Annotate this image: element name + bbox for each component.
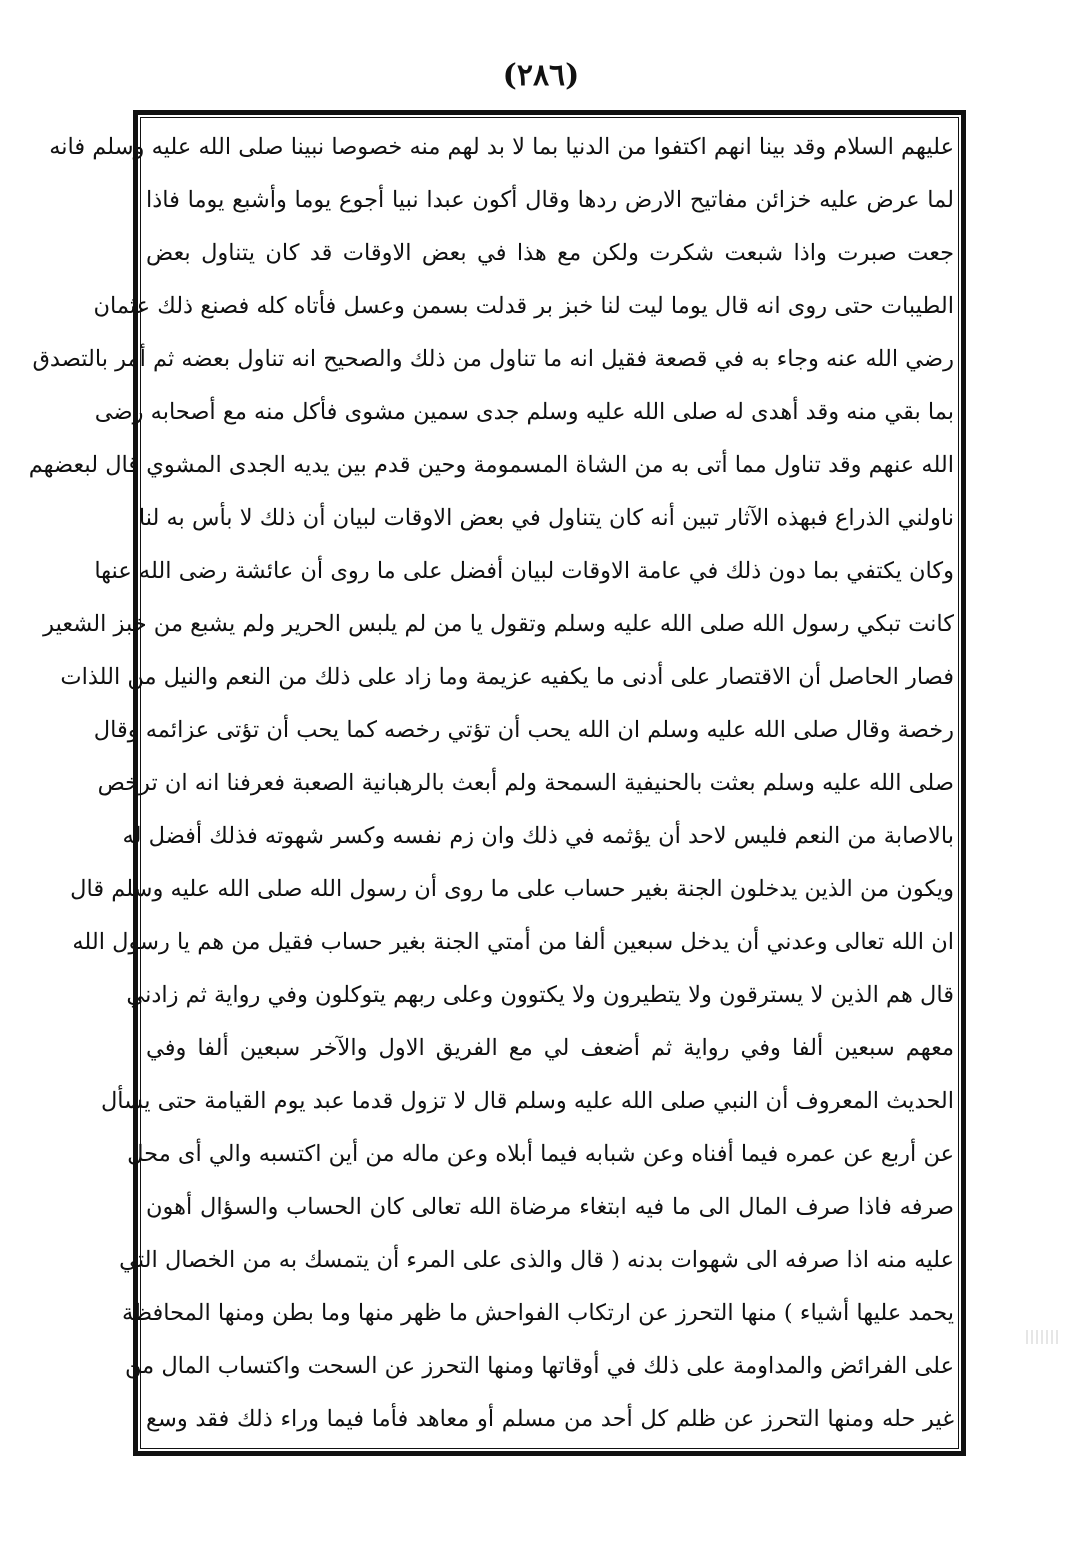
text-line: الطيبات حتى روى انه قال يوما ليت لنا خبز بر قدلت بسمن وعسل فأتاه كله فصنع ذلك عثمان xyxy=(93,293,954,319)
page-number: (٢٨٦) xyxy=(502,58,580,93)
text-line: ناولني الذراع فبهذه الآثار تبين أنه كان يتناول في بعض الاوقات لبيان أن ذلك لا بأس به لنا xyxy=(138,505,954,531)
text-line: ان الله تعالى وعدني أن يدخل سبعين ألفا من أمتي الجنة بغير حساب فقيل من هم يا رسول الله xyxy=(72,929,954,955)
text-line: رخصة وقال صلى الله عليه وسلم ان الله يحب أن تؤتي رخصه كما يحب أن تؤتى عزائمه وقال xyxy=(93,717,954,743)
body-text xyxy=(28,118,954,1448)
text-line: معهم سبعين ألفا وفي رواية ثم أضعف لي مع الفريق الاول والآخر سبعين ألفا وفي xyxy=(146,1035,954,1061)
text-line: الحديث المعروف أن النبي صلى الله عليه وسلم قال لا تزول قدما عبد يوم القيامة حتى يسأل xyxy=(100,1088,954,1114)
text-line: كانت تبكي رسول الله صلى الله عليه وسلم وتقول يا من لم يلبس الحرير ولم يشبع من خبز الشعير xyxy=(43,611,954,637)
text-line: بما بقي منه وقد أهدى له صلى الله عليه وسلم جدى سمين مشوى فأكل منه مع أصحابه رضى xyxy=(94,399,954,425)
text-line: رضي الله عنه وجاء به في قصعة فقيل انه ما تناول من ذلك والصحيح انه تناول بعضه ثم أمر بالتصدق xyxy=(32,346,954,372)
text-line: عليه منه اذا صرفه الى شهوات بدنه ( قال والذى على المرء أن يتمسك به من الخصال التي xyxy=(119,1247,954,1273)
text-line: فصار الحاصل أن الاقتصار على أدنى ما يكفيه عزيمة وما زاد على ذلك من النعم والنيل من اللذات xyxy=(60,664,954,690)
text-line: عن أربع عن عمره فيما أفناه وعن شبابه فيما أبلاه وعن ماله من أين اكتسبه والي أى محل xyxy=(127,1141,954,1167)
text-line: على الفرائض والمداومة على ذلك في أوقاتها ومنها التحرز عن السحت واكتساب المال من xyxy=(124,1353,954,1379)
text-line: يحمد عليها أشياء ) منها التحرز عن ارتكاب الفواحش ما ظهر منها وما بطن ومنها المحافظة xyxy=(122,1300,954,1326)
scan-speck xyxy=(1026,1330,1060,1344)
text-line: ويكون من الذين يدخلون الجنة بغير حساب على ما روى أن رسول الله صلى الله عليه وسلم قال xyxy=(70,876,954,902)
text-line: لما عرض عليه خزائن مفاتيح الارض ردها وقال أكون عبدا نبيا أجوع يوما وأشبع يوما فاذا xyxy=(146,187,954,213)
text-line: جعت صبرت واذا شبعت شكرت ولكن مع هذا في بعض الاوقات قد كان يتناول بعض xyxy=(146,240,954,266)
text-line: صرفه فاذا صرف المال الى ما فيه ابتغاء مرضاة الله تعالى كان الحساب والسؤال أهون xyxy=(146,1194,954,1220)
text-line: عليهم السلام وقد بينا انهم اكتفوا من الدنيا بما لا بد لهم منه خصوصا نبينا صلى الله عليه وسلم فانه xyxy=(49,134,954,160)
text-line: بالاصابة من النعم فليس لاحد أن يؤثمه في ذلك وان زم نفسه وكسر شهوته فذلك أفضل له xyxy=(122,823,954,849)
text-line: صلى الله عليه وسلم بعثت بالحنيفية السمحة ولم أبعث بالرهبانية الصعبة فعرفنا انه ان ترخص xyxy=(97,770,954,796)
text-line: غير حله ومنها التحرز عن ظلم كل أحد من مسلم أو معاهد فأما فيما وراء ذلك فقد وسع xyxy=(146,1406,954,1432)
text-line: الله عنهم وقد تناول مما أتى به من الشاة المسمومة وحين قدم بين يديه الجدى المشوي قال لبعضهم xyxy=(28,452,954,478)
text-line: قال هم الذين لا يسترقون ولا يتطيرون ولا يكتوون وعلى ربهم يتوكلون وفي رواية ثم زادني xyxy=(126,982,954,1008)
text-line: وكان يكتفي بما دون ذلك في عامة الاوقات لبيان أفضل على ما روى أن عائشة رضى الله عنها xyxy=(94,558,954,584)
